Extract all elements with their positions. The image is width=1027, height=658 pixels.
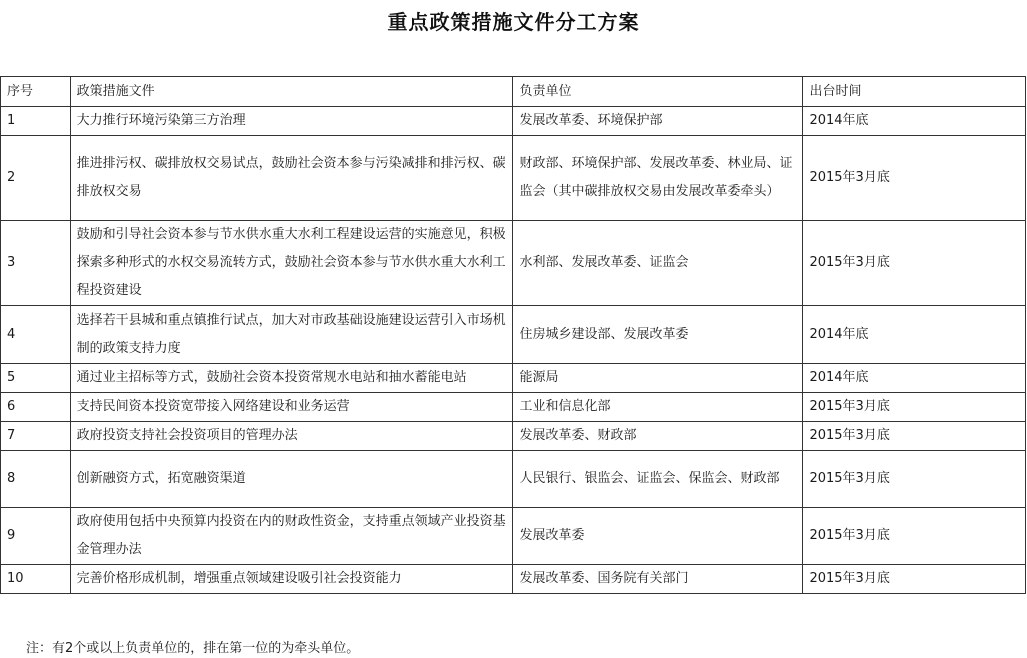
cell-time: 2015年3月底 bbox=[803, 422, 1026, 451]
cell-time: 2015年3月底 bbox=[803, 393, 1026, 422]
table-row bbox=[1, 221, 1026, 306]
table-row bbox=[1, 422, 1026, 451]
header-unit: 负责单位 bbox=[513, 77, 803, 107]
cell-measure: 创新融资方式，拓宽融资渠道 bbox=[70, 451, 513, 508]
cell-measure: 鼓励和引导社会资本参与节水供水重大水利工程建设运营的实施意见，积极探索多种形式的水权交易流转方式，鼓励社会资本参与节水供水重大水利工程投资建设 bbox=[70, 221, 513, 306]
cell-measure: 完善价格形成机制，增强重点领域建设吸引社会投资能力 bbox=[70, 565, 513, 594]
table-row bbox=[1, 508, 1026, 565]
table-row bbox=[1, 393, 1026, 422]
cell-time: 2015年3月底 bbox=[803, 221, 1026, 306]
cell-num: 3 bbox=[1, 221, 71, 306]
cell-measure: 选择若干县城和重点镇推行试点，加大对市政基础设施建设运营引入市场机制的政策支持力度 bbox=[70, 306, 513, 364]
table-row bbox=[1, 136, 1026, 221]
cell-unit: 水利部、发展改革委、证监会 bbox=[513, 221, 803, 306]
table-row bbox=[1, 565, 1026, 594]
policy-table bbox=[0, 76, 1026, 594]
cell-num: 10 bbox=[1, 565, 71, 594]
header-time: 出台时间 bbox=[803, 77, 1026, 107]
cell-unit: 发展改革委 bbox=[513, 508, 803, 565]
cell-unit: 工业和信息化部 bbox=[513, 393, 803, 422]
cell-measure: 政府使用包括中央预算内投资在内的财政性资金，支持重点领域产业投资基金管理办法 bbox=[70, 508, 513, 565]
cell-measure: 推进排污权、碳排放权交易试点，鼓励社会资本参与污染减排和排污权、碳排放权交易 bbox=[70, 136, 513, 221]
table-row bbox=[1, 107, 1026, 136]
cell-time: 2015年3月底 bbox=[803, 136, 1026, 221]
header-num: 序号 bbox=[1, 77, 71, 107]
cell-num: 1 bbox=[1, 107, 71, 136]
cell-measure: 支持民间资本投资宽带接入网络建设和业务运营 bbox=[70, 393, 513, 422]
cell-unit: 住房城乡建设部、发展改革委 bbox=[513, 306, 803, 364]
table-row bbox=[1, 364, 1026, 393]
cell-unit: 能源局 bbox=[513, 364, 803, 393]
header-measure: 政策措施文件 bbox=[70, 77, 513, 107]
cell-unit: 发展改革委、国务院有关部门 bbox=[513, 565, 803, 594]
cell-time: 2014年底 bbox=[803, 306, 1026, 364]
cell-measure: 通过业主招标等方式，鼓励社会资本投资常规水电站和抽水蓄能电站 bbox=[70, 364, 513, 393]
cell-time: 2014年底 bbox=[803, 364, 1026, 393]
cell-num: 2 bbox=[1, 136, 71, 221]
footnote: 注：有2个或以上负责单位的，排在第一位的为牵头单位。 bbox=[26, 641, 360, 656]
document-title: 重点政策措施文件分工方案 bbox=[387, 10, 640, 34]
cell-time: 2015年3月底 bbox=[803, 451, 1026, 508]
table-header-row bbox=[1, 77, 1026, 107]
cell-measure: 大力推行环境污染第三方治理 bbox=[70, 107, 513, 136]
cell-unit: 财政部、环境保护部、发展改革委、林业局、证监会（其中碳排放权交易由发展改革委牵头） bbox=[513, 136, 803, 221]
cell-num: 5 bbox=[1, 364, 71, 393]
cell-time: 2014年底 bbox=[803, 107, 1026, 136]
cell-unit: 人民银行、银监会、证监会、保监会、财政部 bbox=[513, 451, 803, 508]
cell-unit: 发展改革委、财政部 bbox=[513, 422, 803, 451]
table-row bbox=[1, 306, 1026, 364]
table-row bbox=[1, 451, 1026, 508]
cell-measure: 政府投资支持社会投资项目的管理办法 bbox=[70, 422, 513, 451]
cell-time: 2015年3月底 bbox=[803, 565, 1026, 594]
cell-time: 2015年3月底 bbox=[803, 508, 1026, 565]
cell-num: 6 bbox=[1, 393, 71, 422]
cell-num: 9 bbox=[1, 508, 71, 565]
cell-num: 8 bbox=[1, 451, 71, 508]
cell-num: 4 bbox=[1, 306, 71, 364]
cell-unit: 发展改革委、环境保护部 bbox=[513, 107, 803, 136]
cell-num: 7 bbox=[1, 422, 71, 451]
